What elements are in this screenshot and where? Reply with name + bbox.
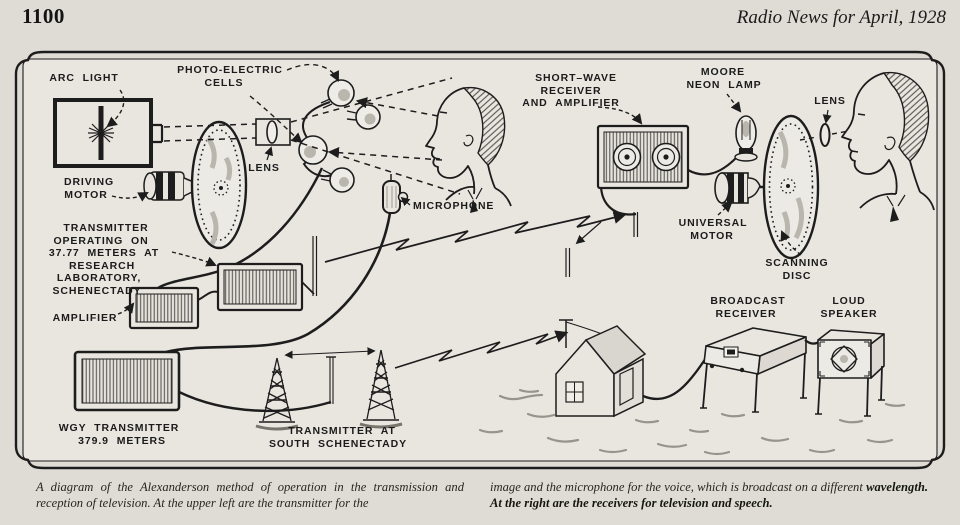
label-south-schenectady: SOUTH SCHENECTADY <box>268 437 408 450</box>
label-lab-transmitter: 37.77 METERS AT <box>48 247 160 259</box>
caption-right-bold: wavelength. At the right are the receivers for television and speech. <box>490 480 928 510</box>
label-scanning-disc: DISC <box>782 269 812 282</box>
label-lens-left: LENS <box>248 162 280 174</box>
journal-header: Radio News for April, 1928 <box>736 7 946 28</box>
label-lab-transmitter: LABORATORY, <box>56 272 142 284</box>
label-broadcast-receiver: BROADCAST <box>710 295 786 307</box>
scanning-disc-left-drawing <box>192 122 246 248</box>
label-lab-transmitter: TRANSMITTER <box>63 222 149 234</box>
caption-left-column: A diagram of the Alexanderson method of operation in the transmission and reception of television. At the upper left are the transmitter for the <box>36 480 464 510</box>
caption-right-column <box>490 480 928 512</box>
label-lab-transmitter: OPERATING ON <box>53 234 149 247</box>
label-driving-motor: DRIVING <box>63 176 115 188</box>
caption-right-regular: image and the microphone for the voice, which is broadcast on a different <box>490 480 863 494</box>
label-wgy-transmitter: WGY TRANSMITTER <box>58 422 180 434</box>
label-arc-light: ARC LIGHT <box>49 72 119 84</box>
lens-left-drawing <box>256 119 290 145</box>
label-microphone: MICROPHONE <box>413 200 495 212</box>
label-lens-right: LENS <box>814 95 846 107</box>
label-broadcast-receiver: RECEIVER <box>715 307 777 320</box>
label-shortwave-receiver: AND AMPLIFIER <box>522 97 620 109</box>
label-moore-neon-lamp: NEON LAMP <box>686 78 762 91</box>
label-amplifier: AMPLIFIER <box>52 312 118 324</box>
label-universal-motor: MOTOR <box>690 229 734 242</box>
label-photo-electric-cells: CELLS <box>204 77 244 89</box>
scanning-disc-right-drawing <box>764 116 818 258</box>
label-moore-neon-lamp: MOORE <box>700 66 746 78</box>
page-number: 1100 <box>22 4 65 28</box>
label-driving-motor: MOTOR <box>64 189 108 201</box>
label-scanning-disc: SCANNING <box>765 257 829 269</box>
label-lab-transmitter: RESEARCH <box>68 259 136 272</box>
label-wgy-transmitter: 379.9 METERS <box>78 434 166 447</box>
label-photo-electric-cells: PHOTO-ELECTRIC <box>177 64 283 76</box>
label-south-schenectady: TRANSMITTER AT <box>288 425 396 437</box>
label-loud-speaker: LOUD <box>832 295 866 307</box>
label-shortwave-receiver: SHORT–WAVE <box>535 72 617 84</box>
label-shortwave-receiver: RECEIVER <box>540 84 602 97</box>
label-lab-transmitter: SCHENECTADY <box>52 284 142 297</box>
label-universal-motor: UNIVERSAL <box>678 217 748 229</box>
label-loud-speaker: SPEAKER <box>820 307 878 320</box>
